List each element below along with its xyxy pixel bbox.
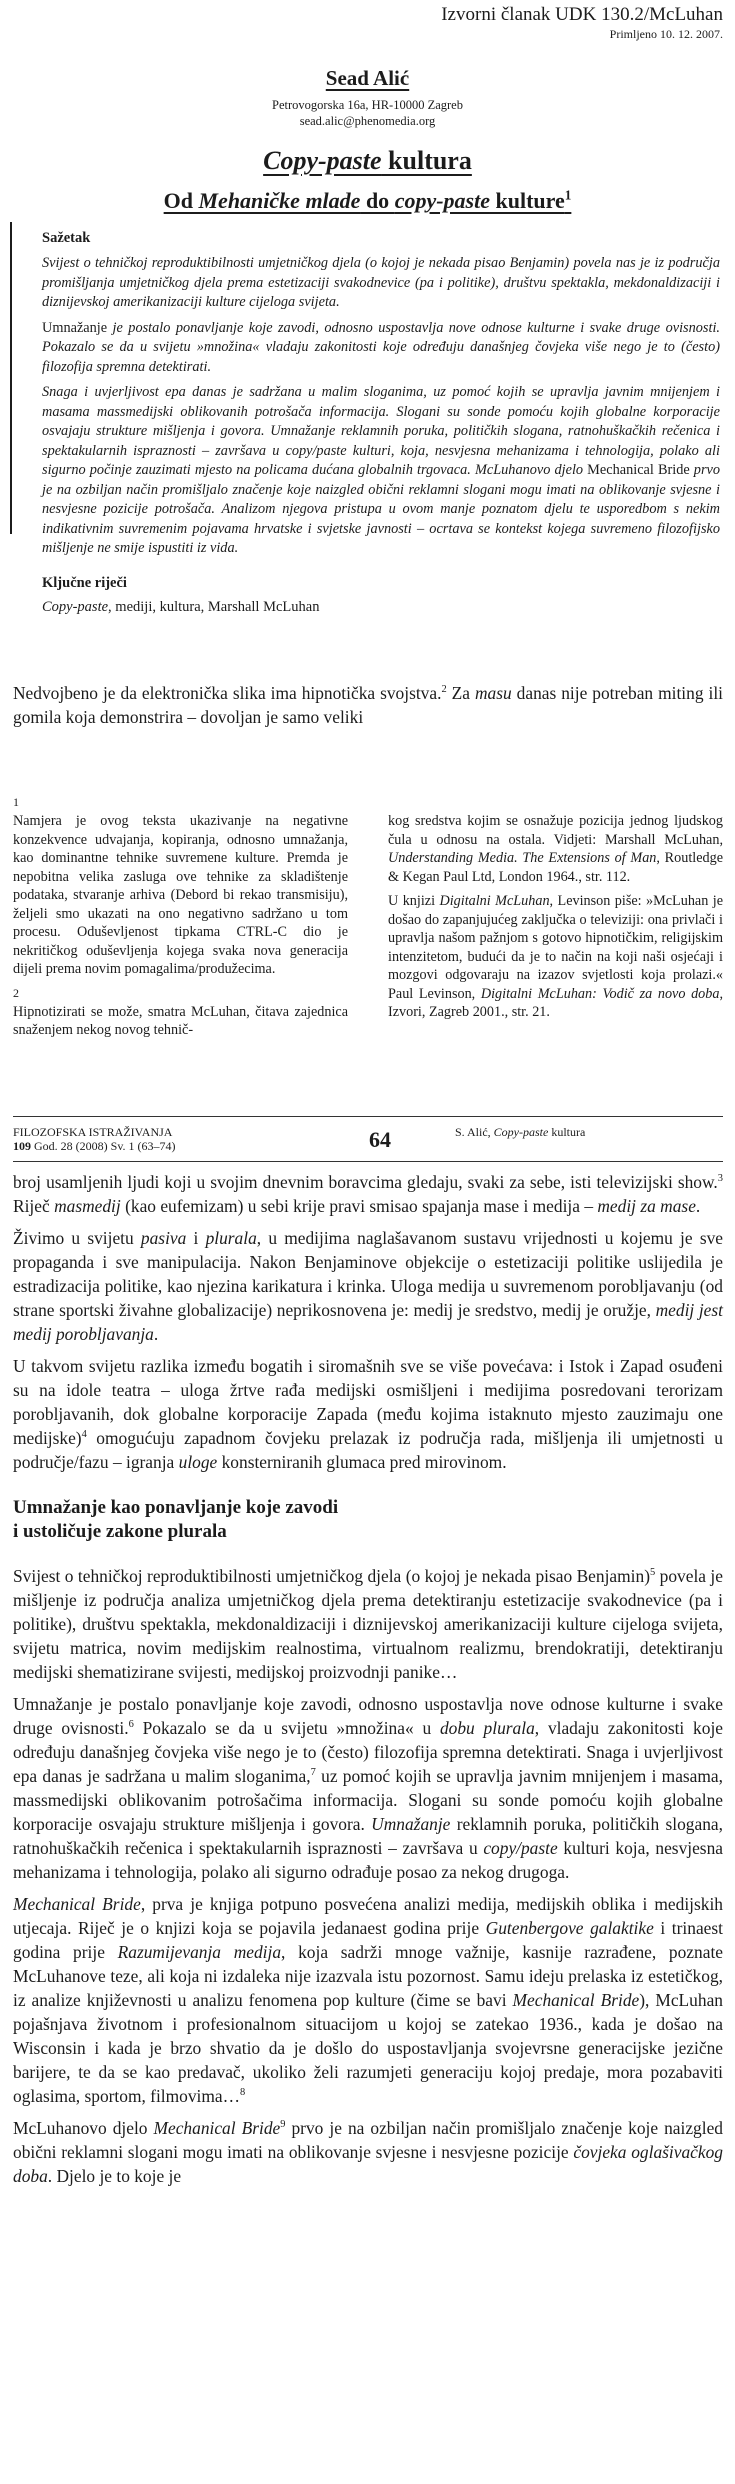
footnote-ref-6[interactable]: 6 [128, 1719, 134, 1731]
subtitle-suffix: kulture [489, 188, 565, 213]
footnotes-left-column [13, 788, 348, 1046]
intro-c: danas nije potreban miting ili gomila koja demonstrira – dovoljan je samo veliki [13, 683, 723, 727]
fn2b-c: , Izvori, Zagreb 2001., str. 21. [388, 985, 723, 1020]
body-paragraph-1 [13, 1170, 723, 1218]
intro-paragraph [13, 681, 723, 729]
p3-b: omogućuju zapadnom čovjeku prelazak iz područja rada, mišljenja ili umjetnosti u područje/fazu – igranja [13, 1428, 723, 1472]
body-paragraph-4 [13, 1564, 723, 1684]
p7-i1: Mechanical Bride [153, 2118, 281, 2138]
abstract-paragraph-2 [42, 319, 720, 378]
running-title [455, 1125, 585, 1140]
running-rest: kultura [548, 1125, 586, 1139]
p3-a: U takvom svijetu razlika između bogatih i siromašnih sve se više povećava: i Istok i Zapad osuđeni su na idole teatra – uloga žrtve rađa medijski osmišljeni i medijima posredovani terorizam porobljavanih, dok globalne korporacije Zapada (među kojima istaknuto mjesto zauzimaju one medijske) [13, 1356, 723, 1448]
keyword-italic: Copy-paste [42, 598, 109, 615]
body-paragraph-6 [13, 1892, 723, 2108]
article-subtitle [0, 188, 735, 214]
journal-issue-number: 109 [13, 1139, 31, 1153]
p2-i2: plurala [205, 1228, 257, 1248]
body-paragraph-5 [13, 1692, 723, 1884]
fn2-b: , Routledge & Kegan Paul Ltd, London 1964., str. 112. [388, 850, 723, 885]
p5-e: reklamnih poruka, političkih slogana, ratnohuškačkih rečenica i spektakularnih ispraznosti – završava u [13, 1814, 723, 1858]
body-paragraph-2 [13, 1226, 723, 1346]
footnote-2-text-cont [388, 812, 723, 886]
fn2-book-title: Understanding Media. The Extensions of Man [388, 850, 657, 866]
footnote-ref-1[interactable]: 1 [564, 187, 572, 203]
p6-i3: Razumijevanja medija [117, 1942, 282, 1962]
footnote-1-number: 1 [13, 795, 19, 809]
section-heading [13, 1496, 723, 1544]
p6-b: i trinaest godina prije [13, 1918, 723, 1962]
subtitle-prefix: Od [163, 188, 199, 213]
abstract-paragraph-3 [42, 383, 720, 559]
footnote-ref-2[interactable]: 2 [441, 684, 447, 696]
fn2b-italic-2: Digitalni McLuhan: Vodič za novo doba [480, 985, 720, 1002]
abstract-heading: Sažetak [42, 230, 91, 246]
footnote-ref-9[interactable]: 9 [280, 2119, 286, 2131]
p6-i4: Mechanical Bride [512, 1990, 640, 2010]
p6-d: ), McLuhan pojašnjava životnom i profesionalnom situacijom u kojoj se zatekao 1936., kada je došao na Wisconsin i kada je brzo shvatio da je došlo do uspostavljanja svojevrsne generacijske jezične barijere, te da se kao predavač, ukoliko želi razumjeti generaciju kojoj predaje, mora pozabaviti oglasima, sportom, filmovima… [13, 1990, 723, 2106]
subtitle-italic-2: copy-paste [394, 188, 490, 213]
p1-i2: medij za mase [597, 1196, 696, 1216]
author-block [0, 66, 735, 129]
author-name: Sead Alić [325, 66, 410, 90]
page-footer [13, 1125, 723, 1159]
p2-c: , u medijima naglašavanom sustavu vrijednosti u kojemu je sve propaganda i sve manipulacija. Nakon Benjaminove objekcije o estetizaciji politike uslijedila je estradizacija politike, kao njezina karikatura i krinka. Uloga medija u suvremenom porobljavanju (od strane sportski živahne globalizacije) neprikosnovena je: medij je sredstvo, medij je oružje, [13, 1228, 723, 1320]
p3-c: konsterniranih glumaca pred mirovinom. [217, 1452, 507, 1472]
p5-d: uz pomoć kojih se upravlja javnim mnijenjem i masama, massmedijski oblikovanim potrošačima informacija. Slogani su sonde pomoću kojih globalne korporacije osvajaju strukture mišljenja i govora. [13, 1766, 723, 1834]
running-author: S. Alić, [455, 1125, 494, 1139]
p4-a: Svijest o tehničkoj reproduktibilnosti umjetničkog djela (o kojoj je nekada pisao Benjamin) [13, 1566, 650, 1586]
running-italic: Copy-paste [493, 1125, 549, 1139]
fn2b-italic-1: Digitalni McLuhan [439, 893, 550, 909]
author-address: Petrovogorska 16a, HR-10000 Zagreb [272, 98, 463, 112]
journal-name: FILOZOFSKA ISTRAŽIVANJA [13, 1125, 173, 1139]
abstract-p2-lead: Umnažanje [42, 319, 108, 336]
p3-i: uloge [178, 1452, 218, 1472]
p5-c: , vladaju zakonitosti koje određuju današnjeg čovjeka više nego je to (često) filozofija spremna detektirati. Snaga i uvjerljivost epa danas je sadržana u malim sloganima, [13, 1718, 724, 1786]
section-heading-line-1: Umnažanje kao ponavljanje koje zavodi [13, 1497, 339, 1518]
article-header [441, 4, 723, 42]
body-paragraph-7 [13, 2116, 723, 2188]
p2-b: i [186, 1228, 206, 1248]
p5-i2: Umnažanje [371, 1814, 451, 1834]
footnote-2-text-levinson [388, 892, 723, 1022]
p2-i3: medij jest medij porobljavanja [13, 1300, 723, 1344]
subtitle-mid: do [360, 188, 395, 213]
footnote-2-text-start: Hipnotizirati se može, smatra McLuhan, čitava zajednica snaženjem nekog novog tehnič- [13, 1003, 348, 1038]
keywords-heading: Ključne riječi [42, 574, 127, 591]
p7-i2: čovjeka oglašivačkog doba [13, 2142, 723, 2186]
footnote-ref-3[interactable]: 3 [717, 1173, 723, 1185]
abstract-p3-b: prvo je na ozbiljan način promišljalo značenje koje naizgled obični reklamni slogani mogu imati na oblikovanje svjesne i nesvjesne pozicije potrošača. Analizom njegova pristupa u ovom manje poznatom djelu te usporedbom s nekim indikativnim suvremenim pojavama hrvatske i svjetske javnosti – ocrtava se kontekst kojega suvremeno filozofijsko mišljenje ne smije ispustiti iz vida. [42, 462, 720, 556]
subtitle-italic-1: Mehaničke mlade [198, 188, 361, 213]
footer-bottom-rule [13, 1161, 723, 1162]
journal-issue-details: God. 28 (2008) Sv. 1 (63–74) [31, 1139, 176, 1153]
p1-d: . [695, 1196, 701, 1216]
footnotes-right-column [388, 788, 723, 1046]
title-rest: kultura [381, 146, 472, 175]
section-heading-line-2: i ustoličuje zakone plurala [13, 1521, 227, 1542]
footnote-1-text: Namjera je ovog teksta ukazivanje na negativne konzekvence udvajanja, kopiranja, odnosno umnažanja, kao dominantne tehnike suvremene kulture. Premda je nepobitna velika zasluga ove tehnike za skladištenje podataka, stvaranje arhiva (Debord bi rekao transmisiju), željeli smo ukazati na ono negativno sadržano u tom procesu. Oduševljenost tipkama CTRL-C dio je nekritičkog oduševljenja kojega svaka nova generacija dijeli prema novim pomagalima/produžecima. [13, 813, 348, 977]
footnote-ref-8[interactable]: 8 [240, 2087, 246, 2099]
p2-a: Živimo u svijetu [13, 1228, 141, 1248]
main-body [13, 1170, 723, 2196]
article-title [0, 146, 735, 176]
intro-b: Za [446, 683, 475, 703]
author-email[interactable]: sead.alic@phenomedia.org [299, 114, 436, 128]
keywords [42, 597, 720, 617]
footnote-ref-5[interactable]: 5 [650, 1567, 656, 1579]
body-paragraph-3 [13, 1354, 723, 1474]
abstract-p2-rest: je postalo ponavljanje koje zavodi, odnosno uspostavlja nove odnose kulturne i svake druge ovisnosti. Pokazalo se da u svijetu »množina« vladaju zakonitosti koje određuju današnjeg čovjeka više nego je to (često) filozofija spremna detektirati. [42, 319, 720, 375]
footnote-ref-7[interactable]: 7 [310, 1767, 316, 1779]
title-italic: Copy-paste [263, 146, 382, 175]
p1-i1: masmedij [54, 1196, 121, 1216]
p2-i1: pasiva [140, 1228, 187, 1248]
p1-c: (kao eufemizam) u sebi krije pravi smisao spajanja mase i medija – [120, 1196, 598, 1216]
abstract-p3-a: Snaga i uvjerljivost epa danas je sadržana u malim sloganima, uz pomoć kojih se upravlja javnim mnijenjem i masama massmedijski oblikovanih potrošača informacija. Slogani su sonde pomoću kojih globalne korporacije osvajaju strukture mišljenja i govora. Umnažanje reklamnih poruka, političkih slogana, ratnohuškačkih rečenica i spektakularnih ispraznosti – završava u copy/paste kulturi, koja, nesvjesna mehanizama i tehnologija, polako ali sigurno počinje zauzimati mjesto na policama dućana globalnih trgovaca. McLuhanovo djelo [42, 384, 720, 478]
footer-top-rule [13, 1116, 723, 1117]
p6-i2: Gutenbergove galaktike [485, 1918, 654, 1938]
p6-i1: Mechanical Bride [13, 1894, 141, 1914]
footnotes-area [13, 788, 723, 1046]
journal-info [13, 1125, 176, 1153]
p6-a: , prva je knjiga potpuno posvećena analizi medija, medijskih oblika i medijskih utjecaja. Riječ je o knjizi koja se pojavila jedanaest godina prije [13, 1894, 723, 1938]
footnote-2-number: 2 [13, 985, 19, 1000]
p5-b: Pokazalo se da u svijetu »množina« u [133, 1718, 440, 1738]
p6-c: , koja sadrži mnoge važnije, kasnije razrađene, poznate McLuhanove teze, ali koja ni izdaleka nije izazvala istu pozornost. Samu ideju prelaska iz estetičkog, iz analize književnosti u analizu fenomena pop kulture (čime se bavi [13, 1942, 723, 2010]
footnote-ref-4[interactable]: 4 [81, 1429, 87, 1441]
fn2-a: kog sredstva kojim se osnažuje pozicija jednog ljudskog čula u odnosu na ostala. Vidjeti: Marshall McLuhan, [388, 813, 723, 848]
p1-b: Riječ [13, 1196, 55, 1216]
p7-c: . Djelo je to koje je [47, 2166, 182, 2186]
p7-b: prvo je na ozbiljan način promišljalo značenje koje naizgled obični reklamni slogani mogu imati na oblikovanje svjesne i nesvjesne pozicije [13, 2118, 723, 2162]
received-date: Primljeno 10. 12. 2007. [609, 27, 723, 41]
intro-a: Nedvojbeno je da elektronička slika ima hipnotička svojstva. [13, 683, 442, 703]
p5-a: Umnažanje je postalo ponavljanje koje zavodi, odnosno uspostavlja nove odnose kulturne i svake druge ovisnosti. [13, 1694, 723, 1738]
p7-a: McLuhanovo djelo [13, 2118, 154, 2138]
article-type: Izvorni članak UDK 130.2/McLuhan [441, 4, 723, 25]
keywords-rest: , mediji, kultura, Marshall McLuhan [108, 598, 320, 615]
p5-f: kulturi koja, nesvjesna mehanizama i tehnologija, polako ali sigurno odrađuje posao za nekog drugoga. [13, 1838, 723, 1882]
p1-a: broj usamljenih ljudi koji u svojim dnevnim boravcima gledaju, svaki za sebe, isti televizijski show. [13, 1172, 718, 1192]
abstract-box [10, 222, 722, 615]
abstract-paragraph-1: Svijest o tehničkoj reproduktibilnosti umjetničkog djela (o kojoj je nekada pisao Benjamin) povela nas je iz područja promišljanja umjetničkog djela prema estetizaciji svakodnevice (pa i politike), društvu spektakla, mekdonaldizaciji i diznijevskoj amerikanizaciji kulture cijeloga svijeta. [42, 255, 720, 310]
p2-d: . [153, 1324, 159, 1344]
p5-i3: copy/paste [483, 1838, 558, 1858]
fn2b-b: , Levinson piše: »McLuhan je došao do zapanjujućeg zaključka o televiziji: ona privlači i upravlja našom pažnjom s gotovo hipnotičkim, religijskim intenzitetom, budući da je to način na koji naši osjećaji i mozgovi odgovaraju na izazov svjetlosti koja prolazi.« Paul Levinson, [388, 893, 723, 1002]
fn2b-a: U knjizi [388, 893, 440, 909]
page-number: 64 [369, 1127, 391, 1152]
intro-italic: masu [474, 683, 512, 703]
p5-i1: dobu plurala [439, 1718, 535, 1738]
p4-b: povela je mišljenje iz područja analiza umjetničkog djela prema detektiranju estetizacije svakodnevice (pa i politike), društvu spektakla, mekdonaldizaciji i diznijevskoj amerikanizaciji kulture cijeloga svijeta, svijetu matrica, novim medijskim realnostima, virtualnom realizmu, brendokratiji, detektiranju medijski shematizirane svijesti, medijskoj proizvodnji panike… [13, 1566, 723, 1682]
abstract-p3-title: Mechanical Bride [587, 462, 690, 478]
